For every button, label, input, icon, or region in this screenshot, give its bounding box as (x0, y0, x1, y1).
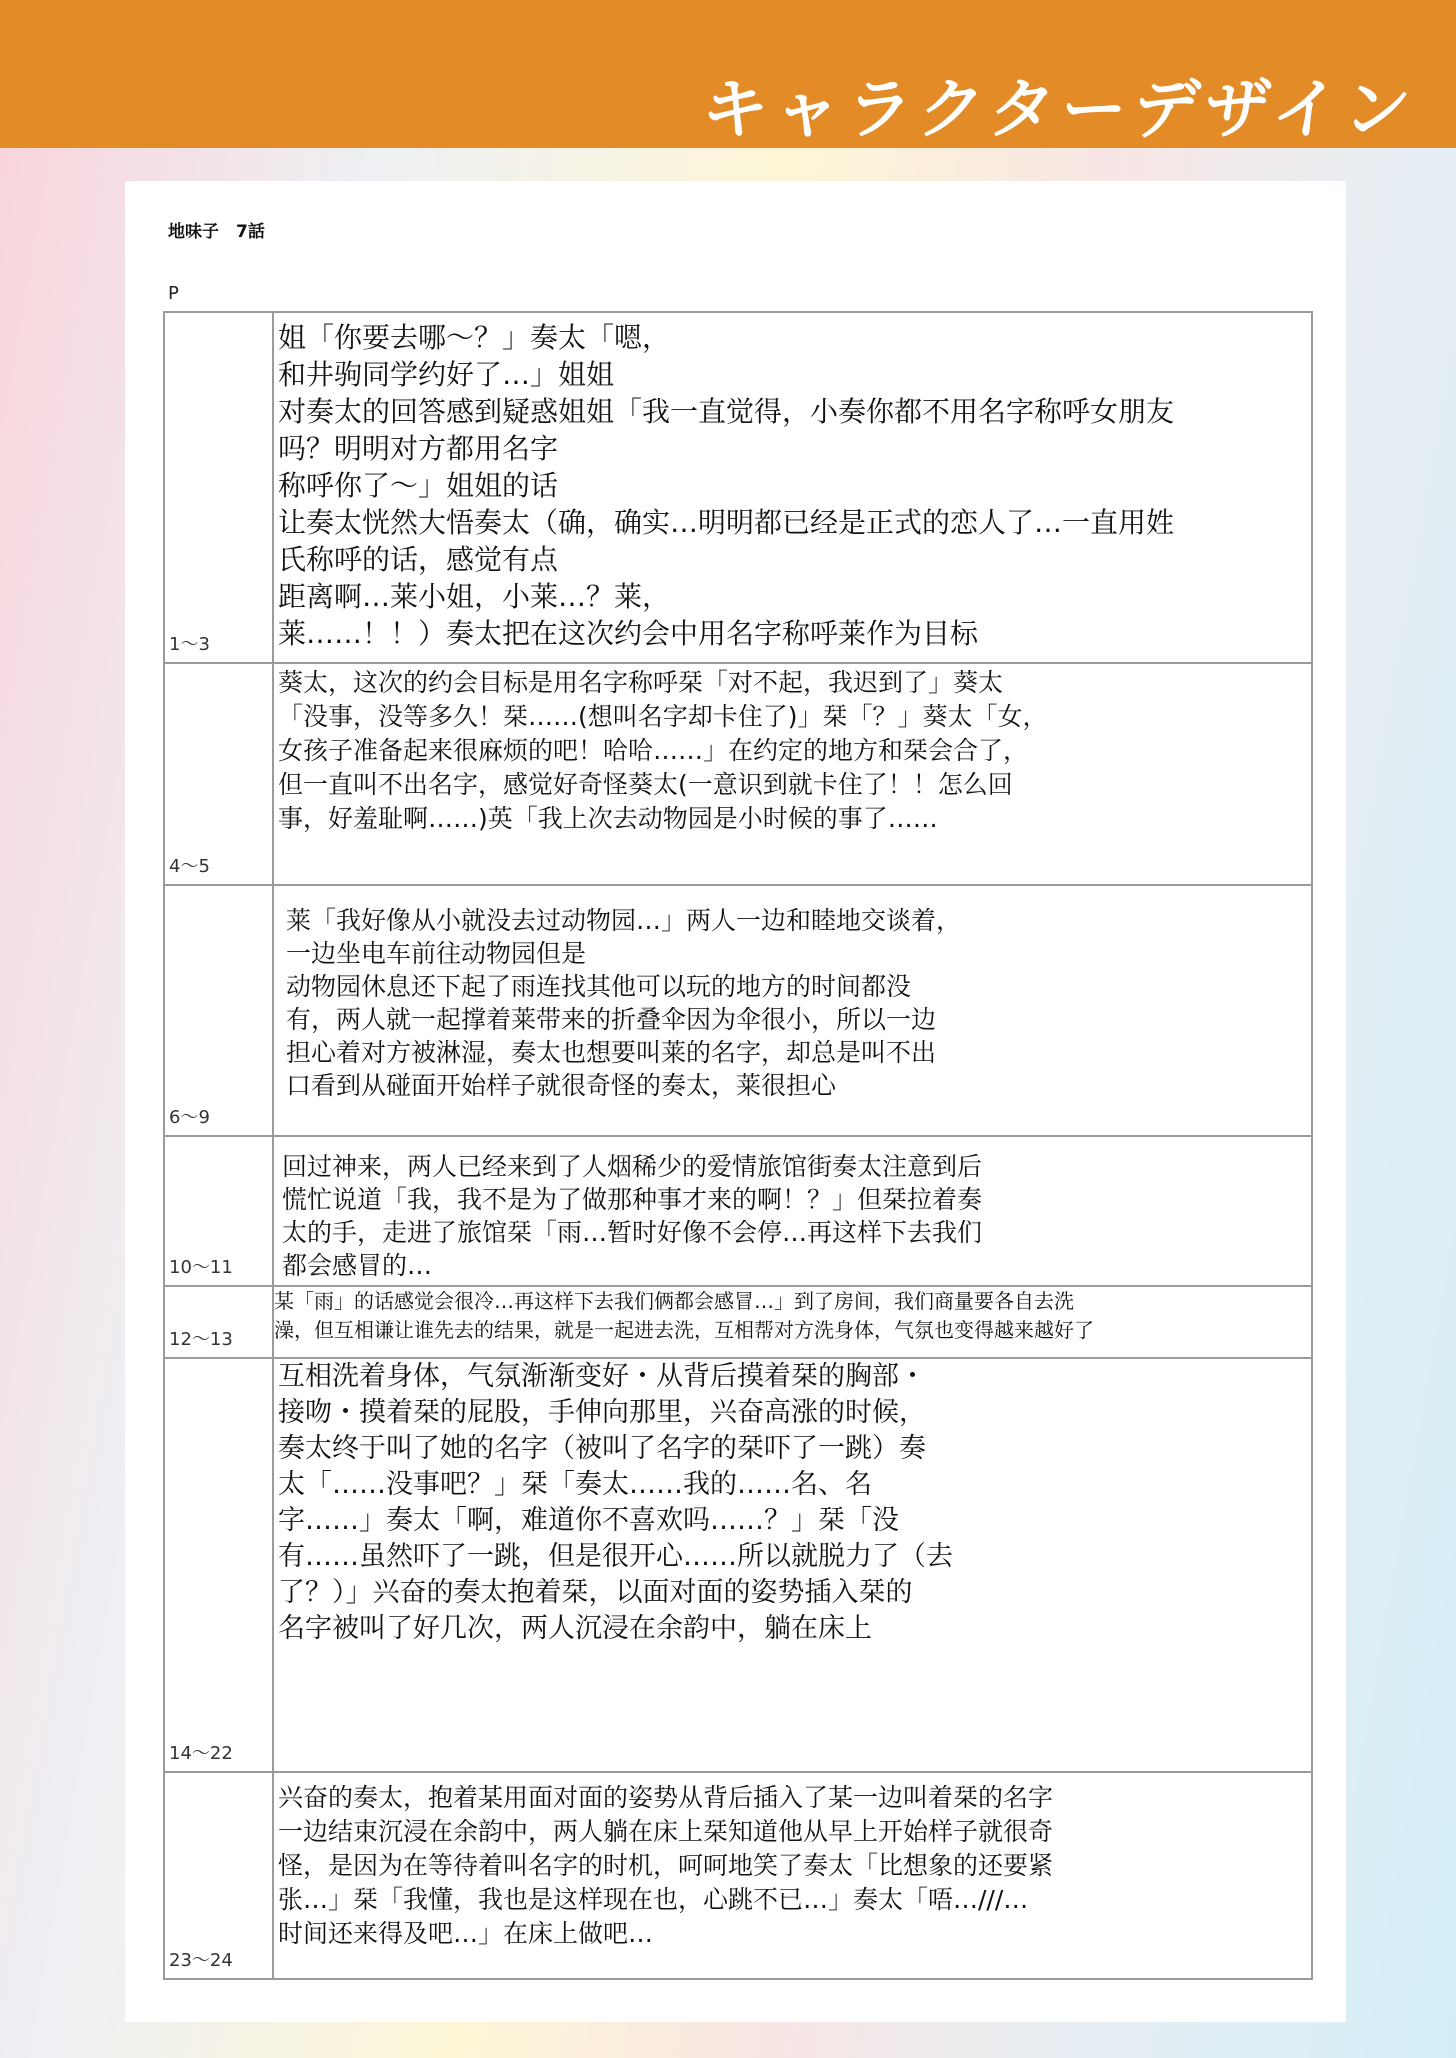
page-range-cell (165, 1137, 274, 1285)
page-range-label: 6～9 (169, 1107, 210, 1128)
synopsis-cell (274, 313, 1311, 662)
table-row (165, 1285, 1311, 1357)
synopsis-line: 有……虽然吓了一跳，但是很开心……所以就脱力了（去 (278, 1541, 953, 1572)
synopsis-line: 莱「我好像从小就没去过动物园…」两人一边和睦地交谈着， (286, 906, 962, 935)
synopsis-line: 回过神来，两人已经来到了人烟稀少的爱情旅馆街奏太注意到后 (282, 1152, 983, 1181)
synopsis-line: 兴奋的奏太，抱着某用面对面的姿势从背后插入了某一边叫着栞的名字 (278, 1783, 1054, 1812)
page-range-label: 14～22 (169, 1743, 233, 1764)
synopsis-line: 姐「你要去哪～？」奏太「嗯， (278, 321, 671, 354)
table-row (165, 1357, 1311, 1771)
banner-title: キャラクターデザイン (697, 71, 1421, 148)
table-row (165, 1135, 1311, 1285)
document-title: 地味子 7話 (168, 222, 265, 242)
page-column-label: P (168, 283, 179, 304)
synopsis-line: 一边坐电车前往动物园但是 (286, 939, 587, 968)
page-range-cell (165, 664, 274, 884)
synopsis-line: 时间还来得及吧…」在床上做吧… (278, 1919, 654, 1948)
page-range-label: 23～24 (169, 1950, 233, 1971)
synopsis-line: 事，好羞耻啊……)英「我上次去动物园是小时候的事了…… (278, 804, 938, 833)
synopsis-line: 动物园休息还下起了雨连找其他可以玩的地方的时间都没 (286, 972, 912, 1001)
synopsis-line: 怪，是因为在等待着叫名字的时机，呵呵地笑了奏太「比想象的还要紧 (278, 1851, 1054, 1880)
table-row (165, 662, 1311, 884)
synopsis-line: 葵太，这次的约会目标是用名字称呼栞「对不起，我迟到了」葵太 (278, 668, 1004, 697)
synopsis-line: 称呼你了～」姐姐的话 (278, 469, 559, 502)
synopsis-line: 接吻・摸着栞的屁股，手伸向那里，兴奋高涨的时候， (278, 1397, 926, 1428)
synopsis-line: 都会感冒的… (282, 1251, 433, 1280)
synopsis-line: 对奏太的回答感到疑惑姐姐「我一直觉得，小奏你都不用名字称呼女朋友 (278, 395, 1175, 428)
page-range-cell (165, 313, 274, 662)
synopsis-line: 莱……！！）奏太把在这次约会中用名字称呼莱作为目标 (278, 617, 979, 650)
synopsis-line: 「没事，没等多久！栞……(想叫名字却卡住了)」栞「？」葵太「女， (278, 702, 1048, 731)
synopsis-line: 太「……没事吧？」栞「奏太……我的……名、名 (278, 1469, 872, 1500)
synopsis-line: 氏称呼的话，感觉有点 (278, 543, 559, 576)
synopsis-line: 口看到从碰面开始样子就很奇怪的奏太，莱很担心 (286, 1071, 837, 1100)
page-range-label: 1～3 (169, 634, 210, 655)
synopsis-line: 了？）」兴奋的奏太抱着栞，以面对面的姿势插入栞的 (278, 1577, 913, 1608)
page-range-cell (165, 886, 274, 1135)
document-page (125, 181, 1346, 2022)
synopsis-line: 有，两人就一起撑着莱带来的折叠伞因为伞很小，所以一边 (286, 1005, 937, 1034)
synopsis-line: 字……」奏太「啊，难道你不喜欢吗……？」栞「没 (278, 1505, 899, 1536)
synopsis-line: 澡，但互相谦让谁先去的结果，就是一起进去洗，互相帮对方洗身体，气氛也变得越来越好了 (274, 1318, 1094, 1342)
synopsis-line: 一边结束沉浸在余韵中，两人躺在床上栞知道他从早上开始样子就很奇 (278, 1817, 1054, 1846)
synopsis-line: 吗？明明对方都用名字 (278, 432, 559, 465)
synopsis-cell (274, 886, 1311, 1135)
synopsis-cell (274, 1773, 1311, 1978)
page-range-cell (165, 1359, 274, 1771)
synopsis-cell (274, 1359, 1311, 1771)
page-range-cell (165, 1287, 274, 1357)
synopsis-line: 担心着对方被淋湿，奏太也想要叫莱的名字，却总是叫不出 (286, 1038, 937, 1067)
synopsis-line: 女孩子准备起来很麻烦的吧！哈哈……」在约定的地方和栞会合了， (278, 736, 1029, 765)
synopsis-line: 距离啊…莱小姐，小莱…？莱， (278, 580, 671, 613)
synopsis-line: 让奏太恍然大悟奏太（确，确实…明明都已经是正式的恋人了…一直用姓 (278, 506, 1175, 539)
synopsis-line: 慌忙说道「我，我不是为了做那种事才来的啊！？」但栞拉着奏 (282, 1185, 983, 1214)
table-row (165, 1771, 1311, 1978)
plot-table (163, 311, 1313, 1980)
page-range-label: 4～5 (169, 856, 210, 877)
synopsis-line: 互相洗着身体，气氛渐渐变好・从背后摸着栞的胸部・ (278, 1361, 926, 1392)
synopsis-line: 但一直叫不出名字，感觉好奇怪葵太(一意识到就卡住了！！怎么回 (278, 770, 1013, 799)
synopsis-line: 奏太终于叫了她的名字（被叫了名字的栞吓了一跳）奏 (278, 1433, 926, 1464)
synopsis-cell (274, 1287, 1311, 1357)
page-range-cell (165, 1773, 274, 1978)
table-row (165, 884, 1311, 1135)
synopsis-line: 和井驹同学约好了…」姐姐 (278, 358, 615, 391)
page-range-label: 10～11 (169, 1257, 233, 1278)
synopsis-line: 张…」栞「我懂，我也是这样现在也，心跳不已…」奏太「唔…///… (278, 1885, 1029, 1914)
synopsis-line: 太的手，走进了旅馆栞「雨…暂时好像不会停…再这样下去我们 (282, 1218, 983, 1247)
synopsis-cell (274, 1137, 1311, 1285)
page-range-label: 12～13 (169, 1329, 233, 1350)
table-row (165, 313, 1311, 662)
header-banner (0, 0, 1456, 148)
synopsis-line: 某「雨」的话感觉会很冷…再这样下去我们俩都会感冒…」到了房间，我们商量要各自去洗 (274, 1289, 1074, 1313)
synopsis-cell (274, 664, 1311, 884)
synopsis-line: 名字被叫了好几次，两人沉浸在余韵中，躺在床上 (278, 1613, 872, 1644)
